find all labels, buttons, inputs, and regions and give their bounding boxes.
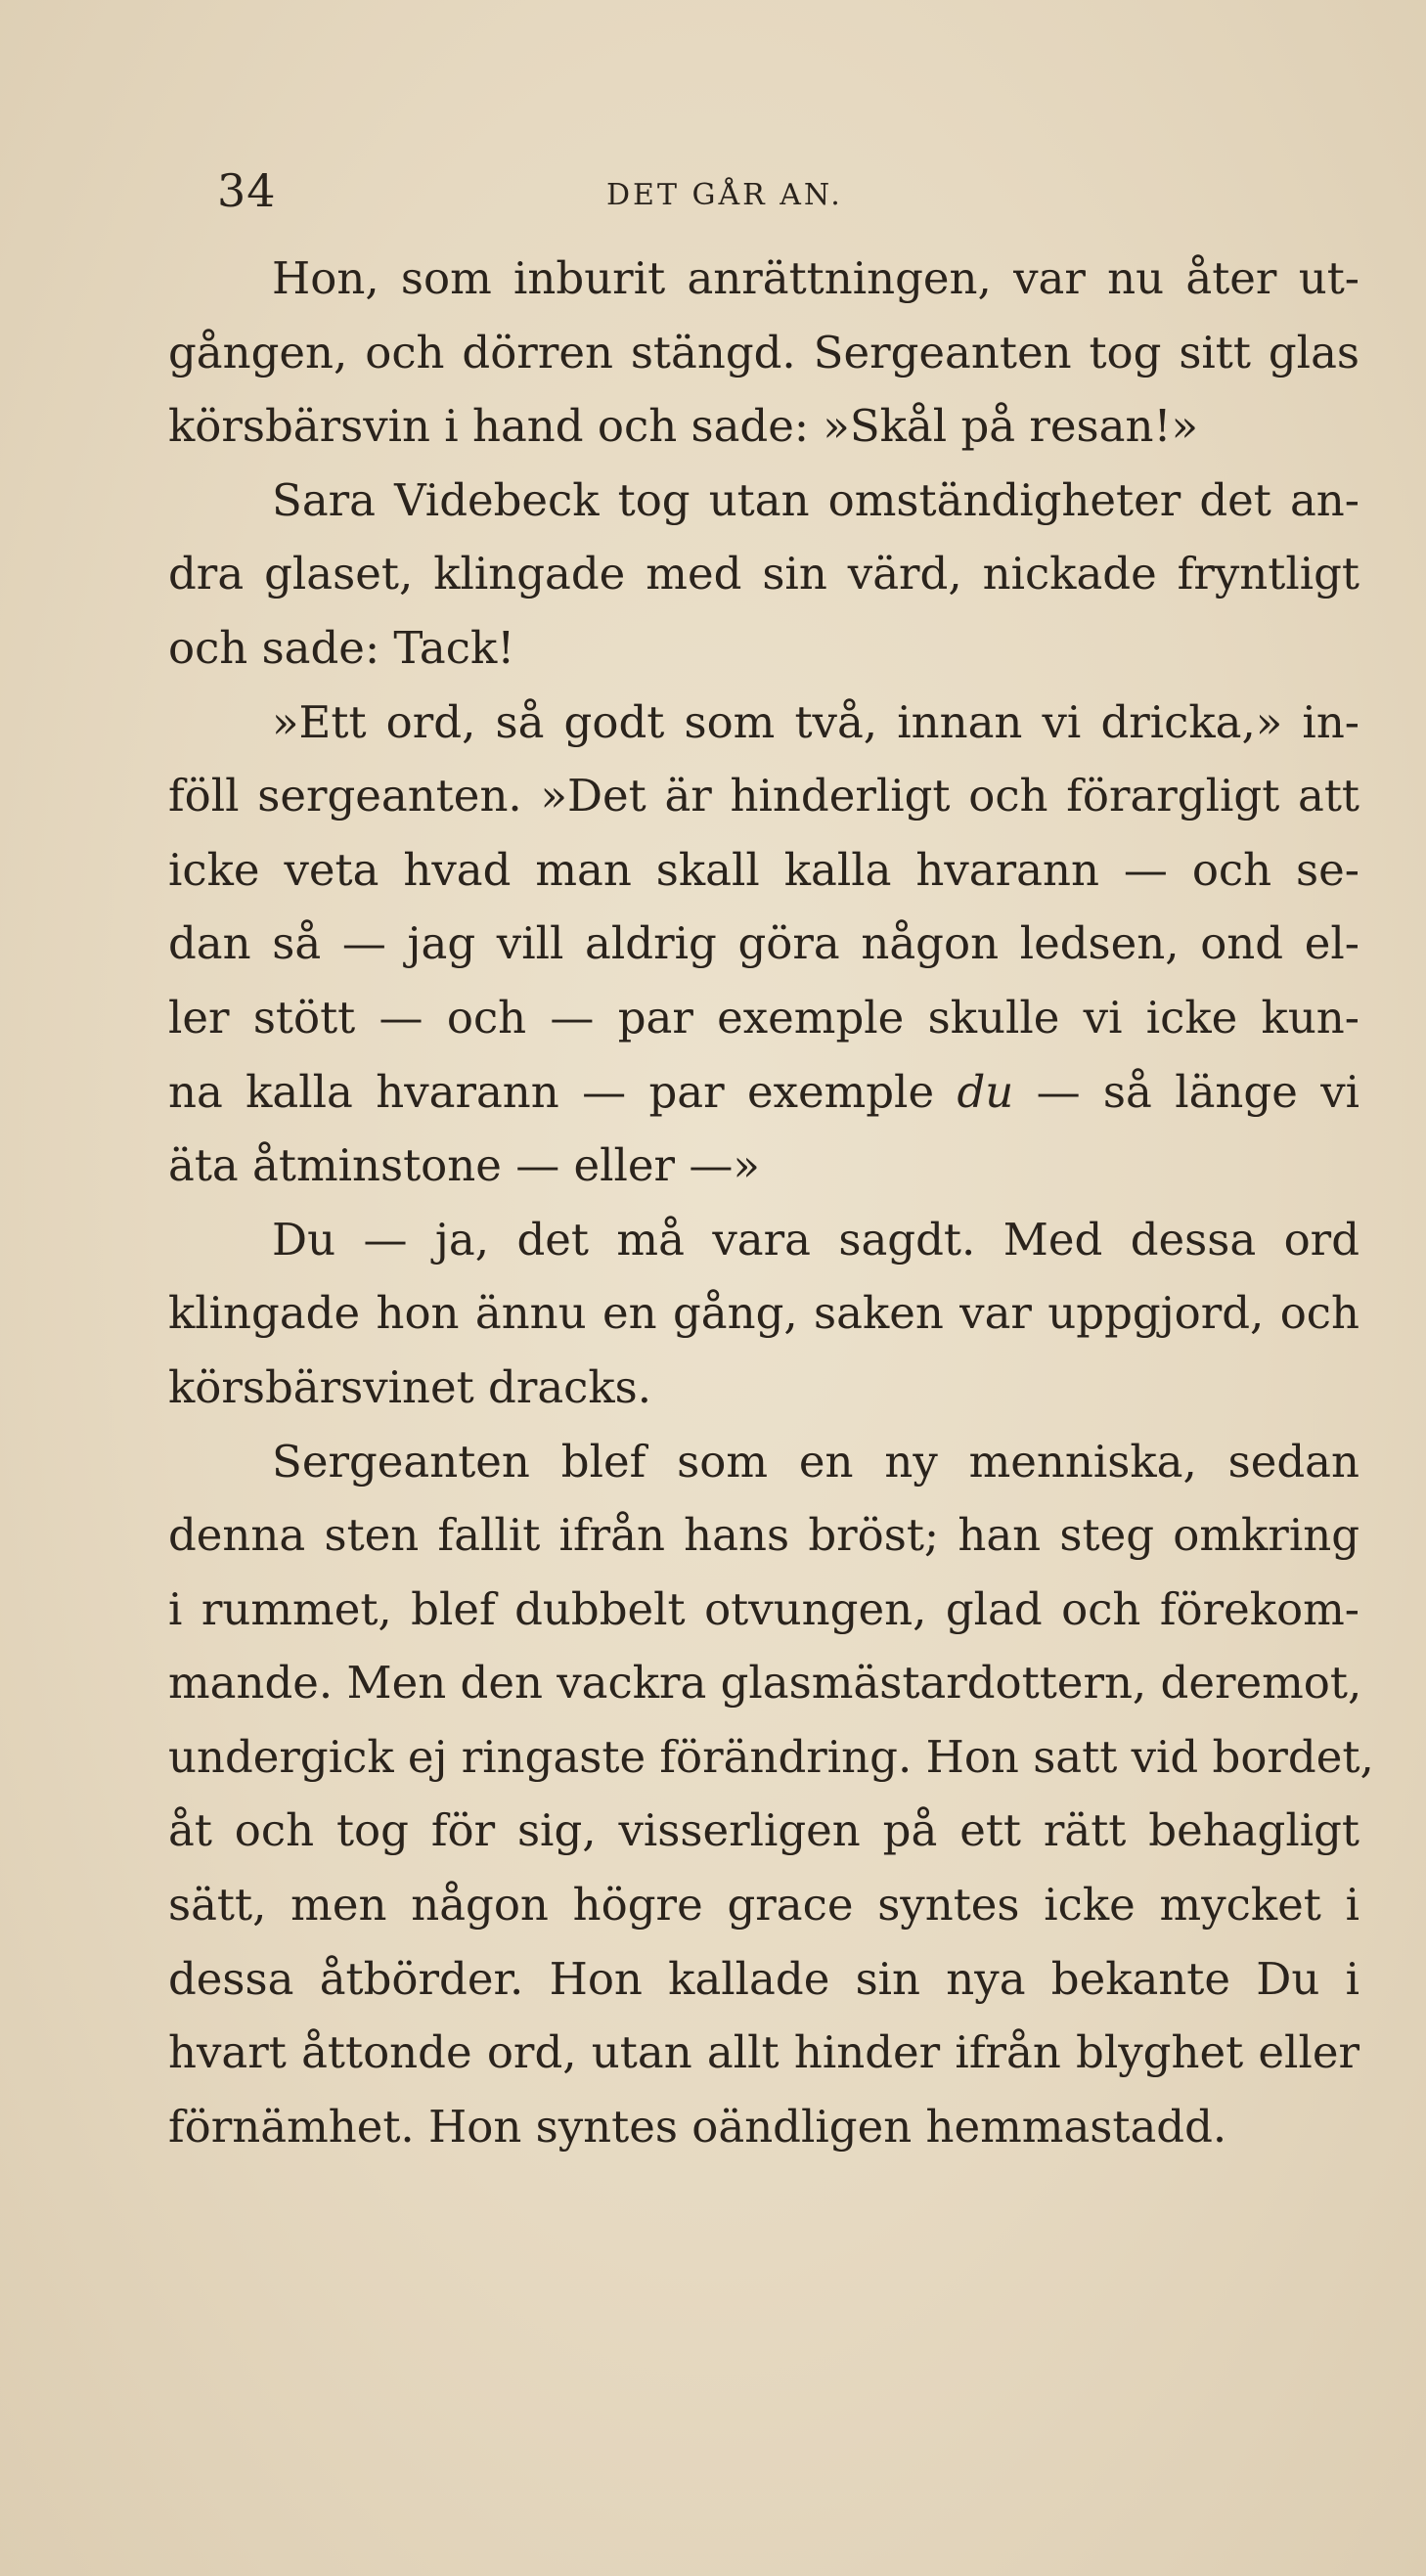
text-line: »Ett ord, så godt som två, innan vi dricka,» in-	[272, 695, 1359, 748]
text-line: körsbärsvinet dracks.	[168, 1360, 652, 1413]
text-line: åt och tog för sig, visserligen på ett rätt behagligt	[168, 1804, 1359, 1857]
text-line: äta åtminstone — eller —»	[168, 1139, 760, 1192]
text-line: Sergeanten blef som en ny menniska, sedan	[272, 1435, 1359, 1488]
running-head	[217, 164, 1342, 223]
text-line: dessa åtbörder. Hon kallade sin nya bekante Du i	[168, 1952, 1359, 2005]
text-line: körsbärsvin i hand och sade: »Skål på resan!»	[168, 400, 1199, 453]
text-line: och sade: Tack!	[168, 621, 515, 674]
text-line: Sara Videbeck tog utan omständigheter det an-	[272, 473, 1359, 526]
text-line: föll sergeanten. »Det är hinderligt och förargligt att	[168, 770, 1359, 822]
italic-word: du	[957, 1065, 1014, 1118]
text-line: undergick ej ringaste förändring. Hon satt vid bordet,	[168, 1730, 1374, 1783]
text-line: i rummet, blef dubbelt otvungen, glad och förekom-	[168, 1582, 1359, 1635]
text-line: dan så — jag vill aldrig göra någon ledsen, ond el-	[168, 917, 1359, 970]
text-line-with-italic	[168, 1055, 1359, 1130]
text-line: hvart åttonde ord, utan allt hinder ifrån blyghet eller	[168, 2026, 1359, 2079]
text-line: gången, och dörren stängd. Sergeanten tog sitt glas	[168, 326, 1359, 378]
running-title: DET GÅR AN.	[606, 178, 843, 212]
text-line: Du — ja, det må vara sagdt. Med dessa ord	[272, 1213, 1359, 1266]
page-number: 34	[217, 164, 277, 217]
text-line: sätt, men någon högre grace syntes icke mycket i	[168, 1879, 1359, 1932]
text-line: mande. Men den vackra glasmästardottern, deremot,	[168, 1657, 1362, 1710]
text-segment: na kalla hvarann — par exemple	[168, 1065, 958, 1118]
text-line: klingade hon ännu en gång, saken var uppgjord, och	[168, 1287, 1359, 1340]
text-line: Hon, som inburit anrättningen, var nu åter ut-	[272, 252, 1359, 304]
text-line: förnämhet. Hon syntes oändligen hemmastadd.	[168, 2100, 1227, 2153]
body-text	[168, 242, 1374, 2163]
text-line: dra glaset, klingade med sin värd, nickade fryntligt	[168, 548, 1359, 600]
text-line: ler stött — och — par exemple skulle vi icke kun-	[168, 991, 1359, 1044]
text-line: denna sten fallit ifrån hans bröst; han steg omkring	[168, 1509, 1359, 1562]
text-line: icke veta hvad man skall kalla hvarann — och se-	[168, 843, 1359, 896]
text-segment: — så länge vi	[1013, 1065, 1360, 1118]
